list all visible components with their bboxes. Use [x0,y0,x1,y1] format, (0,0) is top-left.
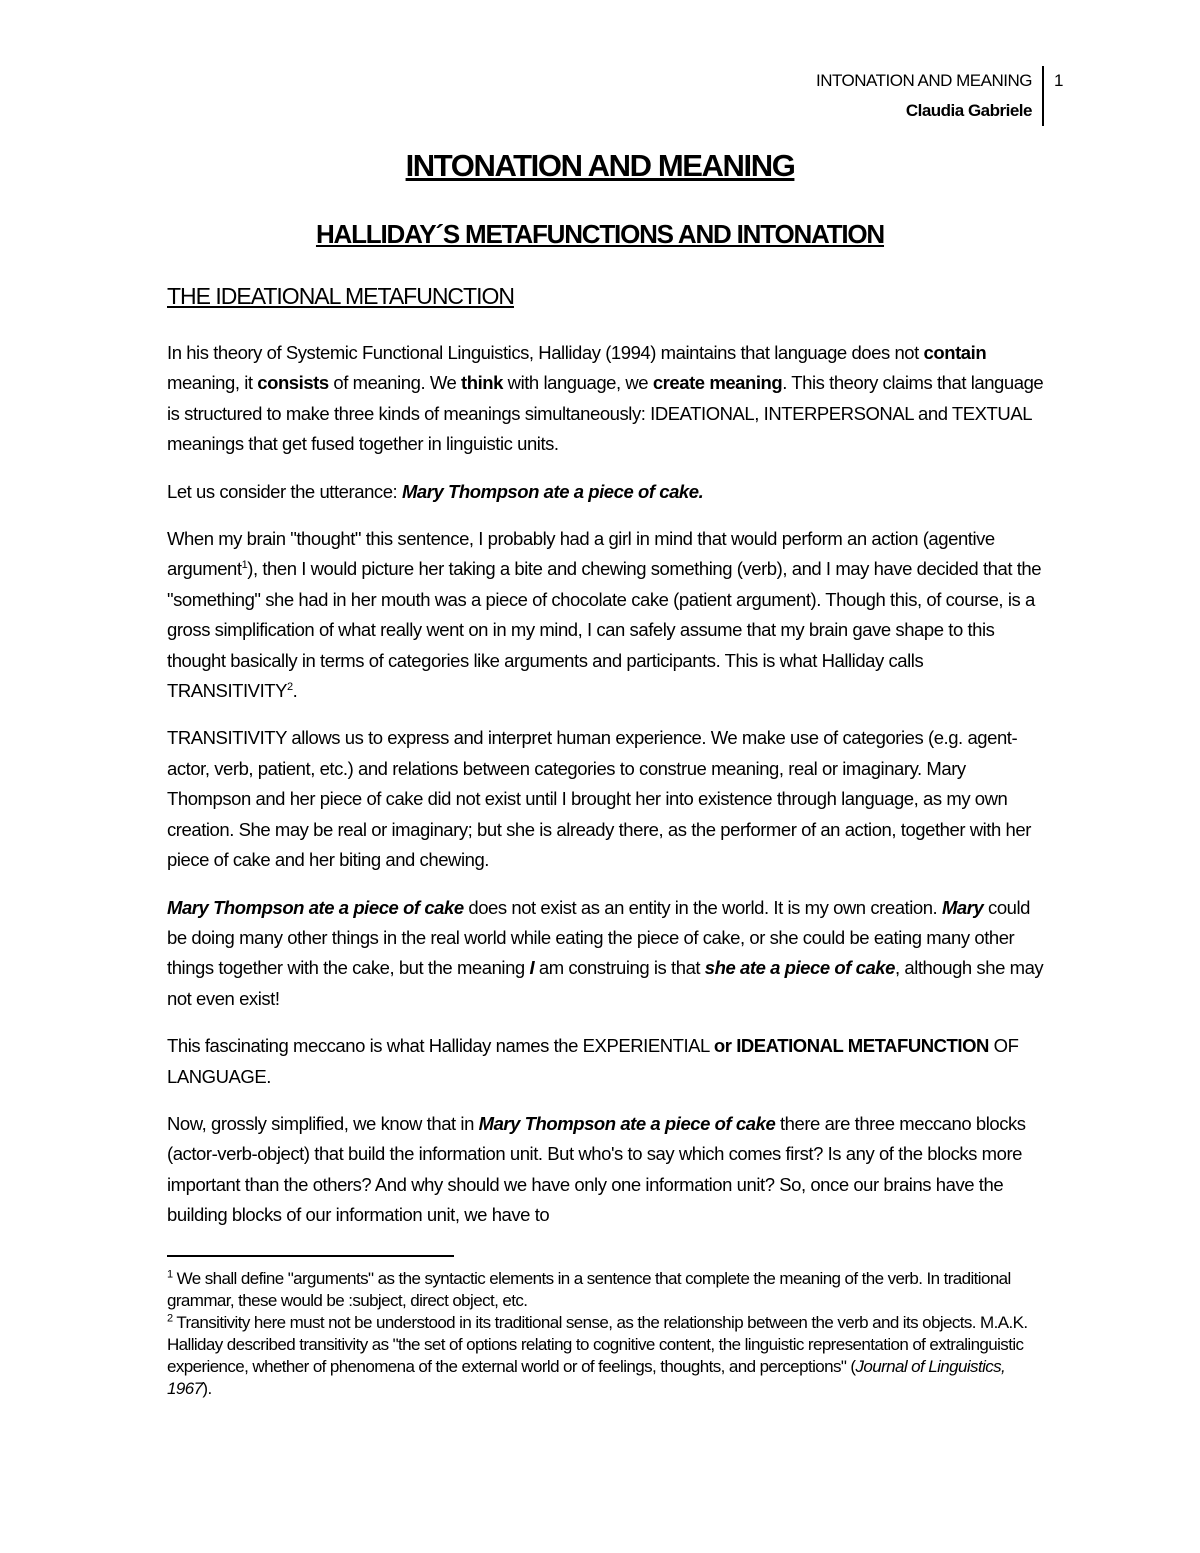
running-header [816,66,1044,126]
footnote-2 [167,1312,1047,1400]
paragraph-6 [167,1031,1047,1092]
author-name: Claudia Gabriele [905,101,1032,120]
footnote-text: ). [202,1379,212,1398]
footnotes [167,1268,1047,1400]
text-run: of meaning. We [328,372,462,394]
paragraph-4: TRANSITIVITY allows us to express and interpret human experience. We make use of categories (e.g. agent-actor, verb, patient, etc.) and relations between categories to construe meaning, real or imaginary. Mary Thompson and her piece of cake did not exist until I brought her into existence through language, as my own creation. She may be real or imaginary; but she is already there, as the performer of an action, together with her piece of cake and her biting and chewing. [167,727,1031,871]
text-run: ), then I would picture her taking a bite and chewing something (verb), and I may have decided that the "something" she had in her mouth was a piece of chocolate cake (patient argument). Though this, of course, is a gross simplification of what really went on in my mind, I can safely assume that my brain gave shape to this thought basically in terms of categories like arguments and participants. This is what Halliday calls TRANSITIVITY [167,558,1042,702]
paragraph-5 [167,893,1047,1015]
footnote-marker: 2 [167,1312,173,1325]
text-run: . This theory claims that language is structured to make three kinds of meanings simultaneously: IDEATIONAL, INTERPERSONAL and TEXTUAL meanings that get fused together in linguistic units. [167,372,1044,455]
footnote-ref-1[interactable]: 1 [241,559,248,572]
running-title: INTONATION AND MEANING [815,71,1032,90]
example-utterance: Mary Thompson ate a piece of cake. [401,480,704,502]
text-run: could be doing many other things in the real world while eating the piece of cake, or she could be eating many other things together with the cake, but the meaning [167,896,1030,979]
paragraph-1 [167,338,1047,460]
paragraph-2 [167,477,1047,507]
bold-run: think [461,372,503,394]
paragraph-3 [167,524,1047,706]
text-run: am construing is that [534,957,705,979]
paragraph-7 [167,1109,1047,1231]
bold-run: create meaning [652,372,783,394]
text-run: When my brain "thought" this sentence, I probably had a girl in mind that would perform an action (agentive argument [167,528,995,580]
bold-italic-run: I [529,957,535,979]
footnote-text: We shall define "arguments" as the syntactic elements in a sentence that complete the meaning of the verb. In traditional grammar, these would be :subject, direct object, etc. [167,1269,1011,1310]
footnote-text: Transitivity here must not be understood in its traditional sense, as the relationship between the verb and its objects. M.A.K. Halliday described transitivity as "the set of options relating to cognitive content, the linguistic representation of extralinguistic experience, whether of phenomena of the external world or of feelings, thoughts, and perceptions" ( [167,1313,1028,1376]
bold-italic-run: she ate a piece of cake [704,957,895,979]
text-run: This fascinating meccano is what Halliday names the EXPERIENTIAL [167,1035,714,1057]
bold-run: or IDEATIONAL METAFUNCTION [713,1035,989,1057]
text-run: Let us consider the utterance: [167,480,402,502]
text-run: OF LANGUAGE. [167,1035,1019,1087]
citation-source: Journal of Linguistics, 1967 [167,1357,1006,1398]
text-run: meaning, it [167,372,258,394]
bold-run: consists [257,372,329,394]
bold-italic-run: Mary [941,896,984,918]
text-run: with language, we [502,372,653,394]
section-heading: THE IDEATIONAL METAFUNCTION [167,283,514,309]
document-subtitle: HALLIDAY´S METAFUNCTIONS AND INTONATION [315,219,885,249]
footnote-marker: 1 [167,1268,173,1281]
text-run: , although she may not even exist! [167,957,1044,1009]
text-run: . [292,680,298,702]
bold-italic-run: Mary Thompson ate a piece of cake [167,896,464,918]
body-text [167,338,1047,1248]
text-run: does not exist as an entity in the world. It is my own creation. [463,896,942,918]
text-run: In his theory of Systemic Functional Linguistics, Halliday (1994) maintains that language does not [167,342,919,363]
text-run: there are three meccano blocks (actor-verb-object) that build the information unit. But who's to say which comes first? Is any of the blocks more important than the others? And why should we have only one information unit? So, once our brains have the building blocks of our information unit, we have to [167,1112,1026,1226]
text-run: Now, grossly simplified, we know that in [167,1112,479,1134]
bold-run: contain [923,342,987,363]
document-title: INTONATION AND MEANING [405,148,795,183]
footnote-1 [167,1268,1047,1312]
footnote-ref-2[interactable]: 2 [287,680,293,693]
footnote-separator [167,1255,454,1257]
page-number: 1 [1054,71,1064,90]
bold-italic-run: Mary Thompson ate a piece of cake [478,1112,776,1134]
